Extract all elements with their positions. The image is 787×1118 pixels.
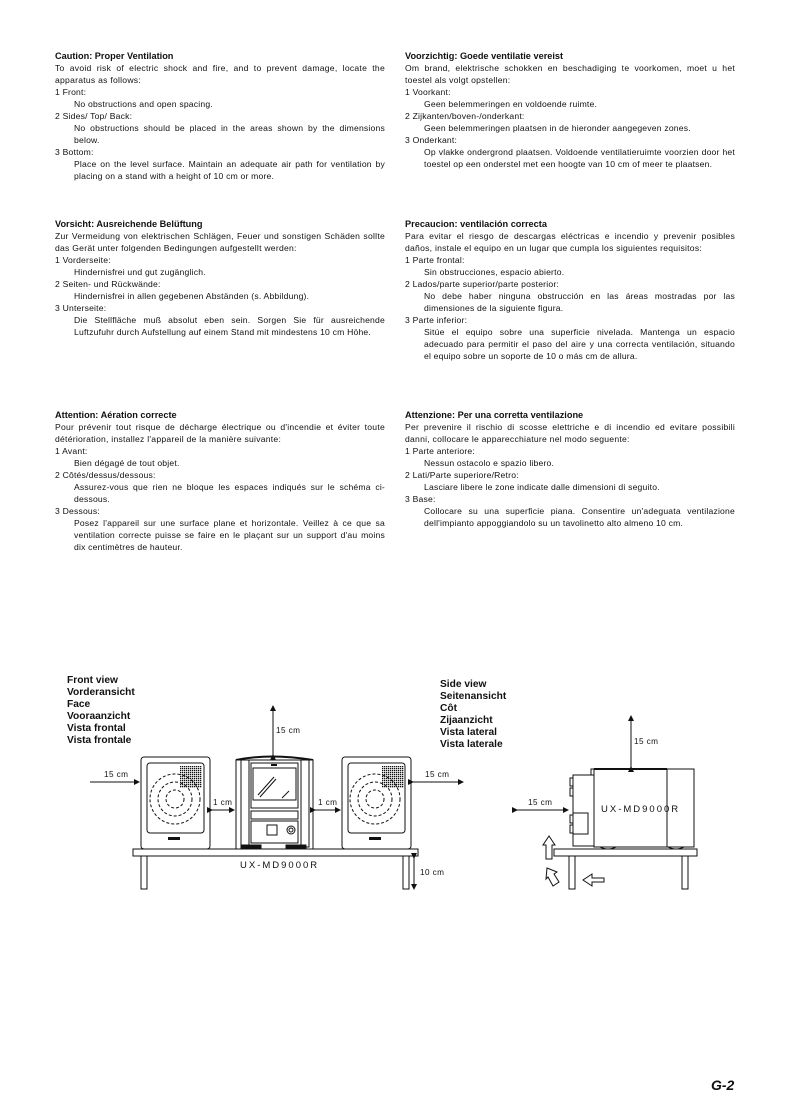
left-speaker-icon (141, 757, 210, 849)
dim-stand: 10 cm (420, 868, 445, 877)
item-body: Op vlakke ondergrond plaatsen. Voldoende ventilatieruimte voorzien door het toestel op een onderstel met een hoogte van 10 cm of meer te plaatsen. (424, 147, 735, 169)
label: Côt (440, 703, 457, 714)
item-head: 2 Lados/parte superior/parte posterior: (405, 279, 559, 289)
page-number: G-2 (711, 1077, 735, 1093)
dim-gap-left: 1 cm (213, 798, 233, 807)
item-body: No obstructions and open spacing. (74, 99, 213, 109)
label: Vorderansicht (67, 687, 135, 698)
label: Vooraanzicht (67, 711, 131, 722)
airflow-diagonal-icon (546, 868, 559, 886)
item-head: 1 Parte anteriore: (405, 446, 476, 456)
label: Vista laterale (440, 739, 503, 750)
dim-gap-right: 1 cm (318, 798, 338, 807)
item-body: Place on the level surface. Maintain an adequate air path for ventilation by placing on a stand with a height of 10 cm or more. (74, 159, 385, 181)
side-view-labels (440, 679, 506, 751)
item-head: 1 Parte frontal: (405, 255, 465, 265)
right-speaker-icon (342, 757, 411, 849)
item-body: Sin obstrucciones, espacio abierto. (424, 267, 565, 277)
item-body: Die Stellfläche muß absolut eben sein. Sorgen Sie für ausreichende Luftzufuhr durch Aufstellung auf einem Stand mit mindestens 10 cm Höhe. (74, 315, 385, 337)
dim-left: 15 cm (104, 770, 129, 779)
section-intro: Om brand, elektrische schokken en beschadiging te voorkomen, moet u het toestel als volgt opstellen: (405, 63, 735, 85)
section-intro: Zur Vermeidung von elektrischen Schlägen, Feuer und sonstigen Schäden sollte das Gerät unter folgenden Bedingungen aufgestellt werden: (55, 231, 385, 253)
front-model-label: UX-MD9000R (240, 860, 320, 871)
section-title: Attention: Aération correcte (55, 410, 177, 420)
label: Vista frontale (67, 735, 132, 746)
label: Vista lateral (440, 727, 498, 738)
item-body: Nessun ostacolo e spazio libero. (424, 458, 555, 468)
label: Zijaanzicht (440, 715, 493, 726)
section-title: Voorzichtig: Goede ventilatie vereist (405, 51, 564, 61)
label: Side view (440, 679, 487, 690)
section-intro: Per prevenire il rischio di scosse elettriche e di incendio ed evitare possibili danni, collocare le apparecchiature nel modo seguente: (405, 422, 735, 444)
item-head: 2 Lati/Parte superiore/Retro: (405, 470, 519, 480)
label: Face (67, 699, 91, 710)
item-head: 2 Côtés/dessus/dessous: (55, 470, 156, 480)
item-body: No obstructions should be placed in the areas shown by the dimensions below. (74, 123, 385, 145)
item-head: 3 Unterseite: (55, 303, 107, 313)
section-title: Precaucion: ventilación correcta (405, 219, 547, 229)
item-body: Lasciare libere le zone indicate dalle dimensioni di seguito. (424, 482, 660, 492)
label: Seitenansicht (440, 691, 507, 702)
section-intro: Para evitar el riesgo de descargas eléctricas e incendio y prevenir posibles daños, instale el equipo en un lugar que cumpla los siguientes requisitos: (405, 231, 735, 253)
section-title: Caution: Proper Ventilation (55, 51, 174, 61)
airflow-left-icon (583, 874, 604, 886)
item-body: Hindernisfrei und gut zugänglich. (74, 267, 206, 277)
item-body: No debe haber ninguna obstrucción en las áreas mostradas por las dimensiones de la siguiente figura. (424, 291, 735, 313)
dim-right: 15 cm (425, 770, 450, 779)
item-body: Hindernisfrei in allen gegebenen Abständen (s. Abbildung). (74, 291, 310, 301)
item-body: Bien dégagé de tout objet. (74, 458, 180, 468)
item-head: 2 Seiten- und Rückwände: (55, 279, 161, 289)
item-head: 3 Dessous: (55, 506, 100, 516)
item-body: Assurez-vous que rien ne bloque les espaces indiqués sur le schéma ci-dessous. (74, 482, 385, 504)
item-head: 3 Onderkant: (405, 135, 458, 145)
item-head: 1 Avant: (55, 446, 88, 456)
side-model-label: UX-MD9000R (601, 804, 681, 815)
side-dim-top: 15 cm (634, 737, 659, 746)
item-body: Sitúe el equipo sobre una superficie nivelada. Mantenga un espacio adecuado para permitir el paso del aire y una correcta ventilación, situando el equipo sobre un soporte de 10 o más cm de allura. (424, 327, 735, 361)
item-body: Collocare su una superficie piana. Consentire un'adeguata ventilazione dell'impianto appoggiandolo su un tavolinetto alto almeno 10 cm. (424, 506, 735, 528)
item-head: 1 Voorkant: (405, 87, 451, 97)
label: Vista frontal (67, 723, 126, 734)
airflow-up-icon (543, 836, 555, 859)
item-head: 3 Bottom: (55, 147, 94, 157)
item-head: 1 Front: (55, 87, 87, 97)
side-dim-front: 15 cm (528, 798, 553, 807)
item-body: Geen belemmeringen en voldoende ruimte. (424, 99, 598, 109)
section-intro: To avoid risk of electric shock and fire, and to prevent damage, locate the apparatus as follows: (55, 63, 385, 85)
item-head: 3 Parte inferior: (405, 315, 468, 325)
section-title: Attenzione: Per una corretta ventilazione (405, 410, 584, 420)
main-unit-icon (236, 757, 313, 850)
item-body: Posez l'appareil sur une surface plane et horizontale. Veillez à ce que sa ventilation correcte puisse se faire en le plaçant sur un support d'au moins dix centimètres de hauteur. (74, 518, 385, 552)
section-title: Vorsicht: Ausreichende Belüftung (55, 219, 203, 229)
item-body: Geen belemmeringen plaatsen in de hieronder aangegeven zones. (424, 123, 691, 133)
dim-top: 15 cm (276, 726, 301, 735)
item-head: 3 Base: (405, 494, 436, 504)
label: Front view (67, 675, 118, 686)
item-head: 1 Vorderseite: (55, 255, 111, 265)
item-head: 2 Sides/ Top/ Back: (55, 111, 133, 121)
front-view-labels (67, 675, 135, 747)
section-intro: Pour prévenir tout risque de décharge électrique ou d'incendie et éviter toute détérioration, installez l'appareil de la manière suivante: (55, 422, 385, 444)
item-head: 2 Zijkanten/boven-/onderkant: (405, 111, 525, 121)
